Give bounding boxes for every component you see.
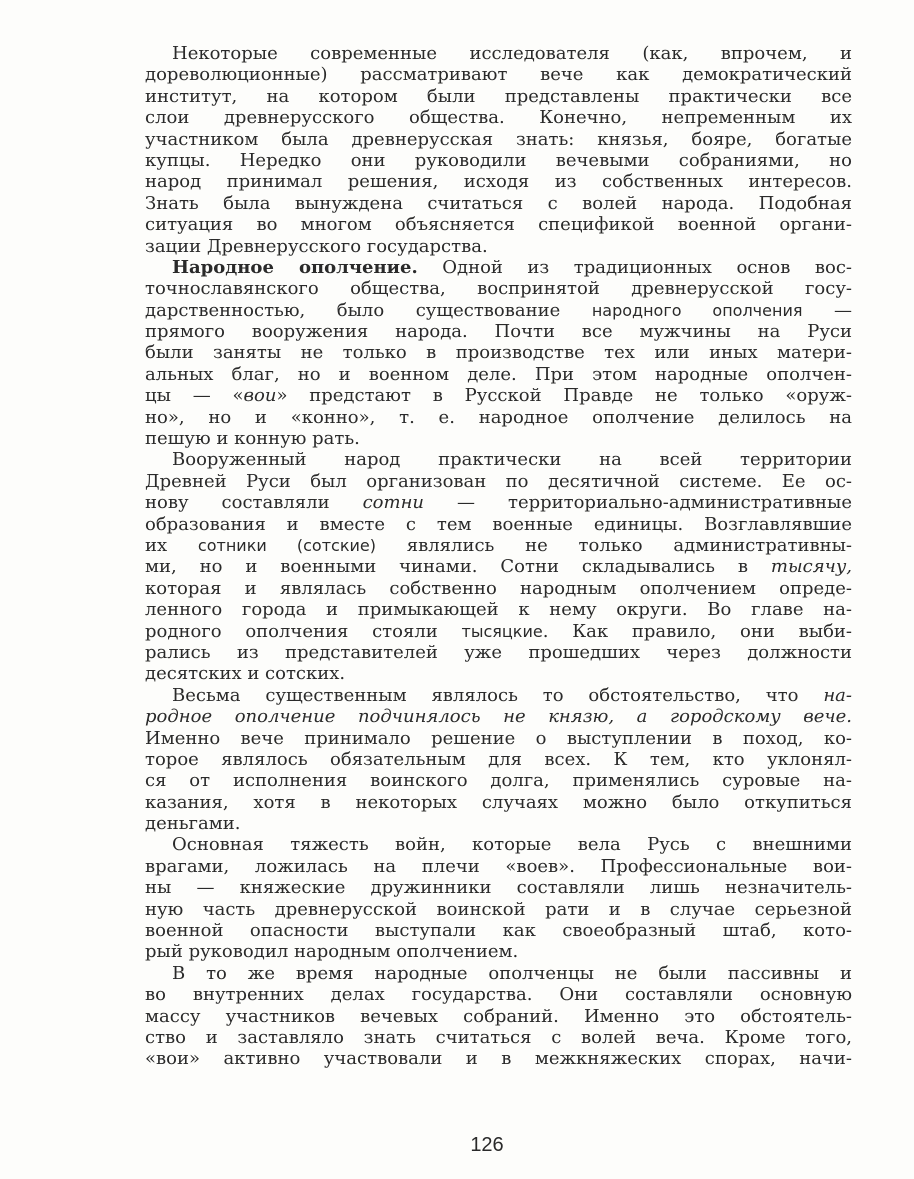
emphasized-term: народного ополчения [591, 300, 803, 320]
text-line [145, 321, 852, 342]
text-line [145, 385, 852, 406]
text-line [145, 150, 852, 171]
text-run: десятских и сотских. [145, 663, 346, 685]
text-run: Вооруженный народ практически на всей территории [172, 449, 852, 471]
text-line [145, 877, 852, 898]
text-line [145, 578, 852, 599]
text-run: их [145, 534, 198, 556]
text-run: дарственностью, было существование [145, 299, 592, 321]
text-line [145, 300, 852, 321]
text-line [145, 792, 852, 813]
paragraph [145, 834, 852, 962]
text-run: пешую и конную рать. [145, 428, 360, 450]
italic-term: сотни [362, 492, 425, 514]
text-line [145, 278, 852, 299]
text-run: ство и заставляло знать считаться с волей веча. Кроме того, [145, 1026, 852, 1048]
text-run: военной опасности выступали как своеобразный штаб, кото- [145, 920, 852, 942]
text-run: Одной из традиционных основ вос- [417, 256, 852, 278]
text-line [145, 899, 852, 920]
text-run: ную часть древнерусской воинской рати и в случае серьезной [145, 898, 852, 920]
text-run: В то же время народные ополченцы не были пассивны и [172, 962, 852, 984]
text-line [145, 364, 852, 385]
text-run: во внутренних делах государства. Они составляли основную [145, 984, 852, 1006]
text-line [145, 813, 852, 834]
italic-term: вои [243, 385, 277, 407]
text-line [145, 257, 852, 278]
paragraph [145, 963, 852, 1070]
paragraph [145, 257, 852, 450]
text-run: являлись не только административны- [375, 534, 852, 556]
text-line [145, 706, 852, 727]
italic-term: на- [823, 684, 852, 706]
text-run: Знать была вынуждена считаться с волей народа. Подобная [145, 192, 852, 214]
text-run: ленного города и примыкающей к нему округи. Во главе на- [145, 599, 852, 621]
text-line [145, 428, 852, 449]
text-run: торое являлось обязательным для всех. К тем, кто уклонял- [145, 748, 852, 770]
text-run: точнославянского общества, воспринятой древнерусской госу- [145, 278, 852, 300]
text-line [145, 214, 852, 235]
text-line [145, 834, 852, 855]
text-run: нову составляли [145, 492, 363, 514]
text-line [145, 492, 852, 513]
text-run: ситуация во многом объясняется спецификой военной органи- [145, 214, 852, 236]
paragraph [145, 449, 852, 684]
text-run: » предстают в Русской Правде не только «оруж- [276, 385, 852, 407]
paragraph [145, 685, 852, 835]
text-line [145, 728, 852, 749]
text-line [145, 1006, 852, 1027]
text-run: врагами, ложилась на плечи «воев». Профессиональные вои- [145, 855, 852, 877]
page-body-text [145, 43, 852, 1070]
text-run: рый руководил народным ополчением. [145, 941, 519, 963]
text-line [145, 556, 852, 577]
text-line [145, 471, 852, 492]
text-run: Некоторые современные исследователя (как, впрочем, и [172, 43, 852, 64]
text-run: ся от исполнения воинского долга, применялись суровые на- [145, 770, 852, 792]
text-line [145, 43, 852, 64]
text-run: цы — « [145, 385, 244, 407]
page-number: 126 [470, 1134, 504, 1156]
text-line [145, 1048, 852, 1069]
text-run: альных благ, но и военном деле. При этом народные ополчен- [145, 363, 852, 385]
emphasized-term: тысяцкие [461, 621, 543, 641]
text-run: Основная тяжесть войн, которые вела Русь с внешними [172, 834, 852, 856]
text-line [145, 535, 852, 556]
text-run: Древней Руси был организован по десятичной системе. Ее ос- [145, 470, 852, 492]
text-run: прямого вооружения народа. Почти все мужчины на Руси [145, 321, 852, 343]
text-run: казания, хотя в некоторых случаях можно было откупиться [145, 791, 852, 813]
text-line [145, 749, 852, 770]
text-run: «вои» активно участвовали и в межкняжеских спорах, начи- [145, 1048, 852, 1070]
text-run: массу участников вечевых собраний. Именно это обстоятель- [145, 1005, 852, 1027]
text-run: народ принимал решения, исходя из собственных интересов. [145, 171, 852, 193]
text-run: были заняты не только в производстве тех или иных матери- [145, 342, 852, 364]
italic-term: тысячу, [770, 556, 852, 578]
text-line [145, 984, 852, 1005]
text-line [145, 107, 852, 128]
text-run: зации Древнерусского государства. [145, 235, 488, 257]
text-run: образования и вместе с тем военные единицы. Возглавлявшие [145, 513, 852, 535]
text-line [145, 920, 852, 941]
text-line [145, 193, 852, 214]
text-run: Именно вече принимало решение о выступлении в поход, ко- [145, 727, 852, 749]
text-line [145, 856, 852, 877]
text-line [145, 1027, 852, 1048]
text-line [145, 449, 852, 470]
text-run: дореволюционные) рассматривают вече как демократический [145, 64, 852, 86]
text-run: — территориально-административные [424, 492, 852, 514]
italic-term: родное ополчение подчинялось не князю, а городскому вече. [145, 706, 852, 728]
text-run: ми, но и военными чинами. Сотни складывались в [145, 556, 771, 578]
text-run: рались из представителей уже прошедших через должности [145, 641, 852, 663]
text-line [145, 663, 852, 684]
paragraph [145, 43, 852, 257]
text-run: — [802, 299, 852, 321]
text-line [145, 86, 852, 107]
bold-heading: Народное ополчение. [172, 256, 418, 278]
emphasized-term: сотники (сотские) [197, 535, 376, 555]
text-line [145, 941, 852, 962]
text-line [145, 64, 852, 85]
text-line [145, 963, 852, 984]
text-line [145, 342, 852, 363]
text-line [145, 599, 852, 620]
text-run: Весьма существенным являлось то обстоятельство, что [172, 684, 824, 706]
text-line [145, 407, 852, 428]
text-run: . Как правило, они выби- [542, 620, 852, 642]
text-run: которая и являлась собственно народным ополчением опреде- [145, 577, 852, 599]
text-run: ны — княжеские дружинники составляли лишь незначитель- [145, 877, 852, 899]
text-line [145, 514, 852, 535]
text-line [145, 642, 852, 663]
text-line [145, 685, 852, 706]
text-line [145, 129, 852, 150]
text-run: купцы. Нередко они руководили вечевыми собраниями, но [145, 149, 852, 171]
text-line [145, 770, 852, 791]
text-line [145, 236, 852, 257]
text-line [145, 171, 852, 192]
text-run: институт, на котором были представлены практически все [145, 85, 852, 107]
text-line [145, 621, 852, 642]
text-run: слои древнерусского общества. Конечно, непременным их [145, 107, 852, 129]
text-run: но», но и «конно», т. е. народное ополчение делилось на [145, 406, 852, 428]
text-run: родного ополчения стояли [145, 620, 462, 642]
text-run: участником была древнерусская знать: князья, бояре, богатые [145, 128, 852, 150]
text-run: деньгами. [145, 813, 241, 835]
